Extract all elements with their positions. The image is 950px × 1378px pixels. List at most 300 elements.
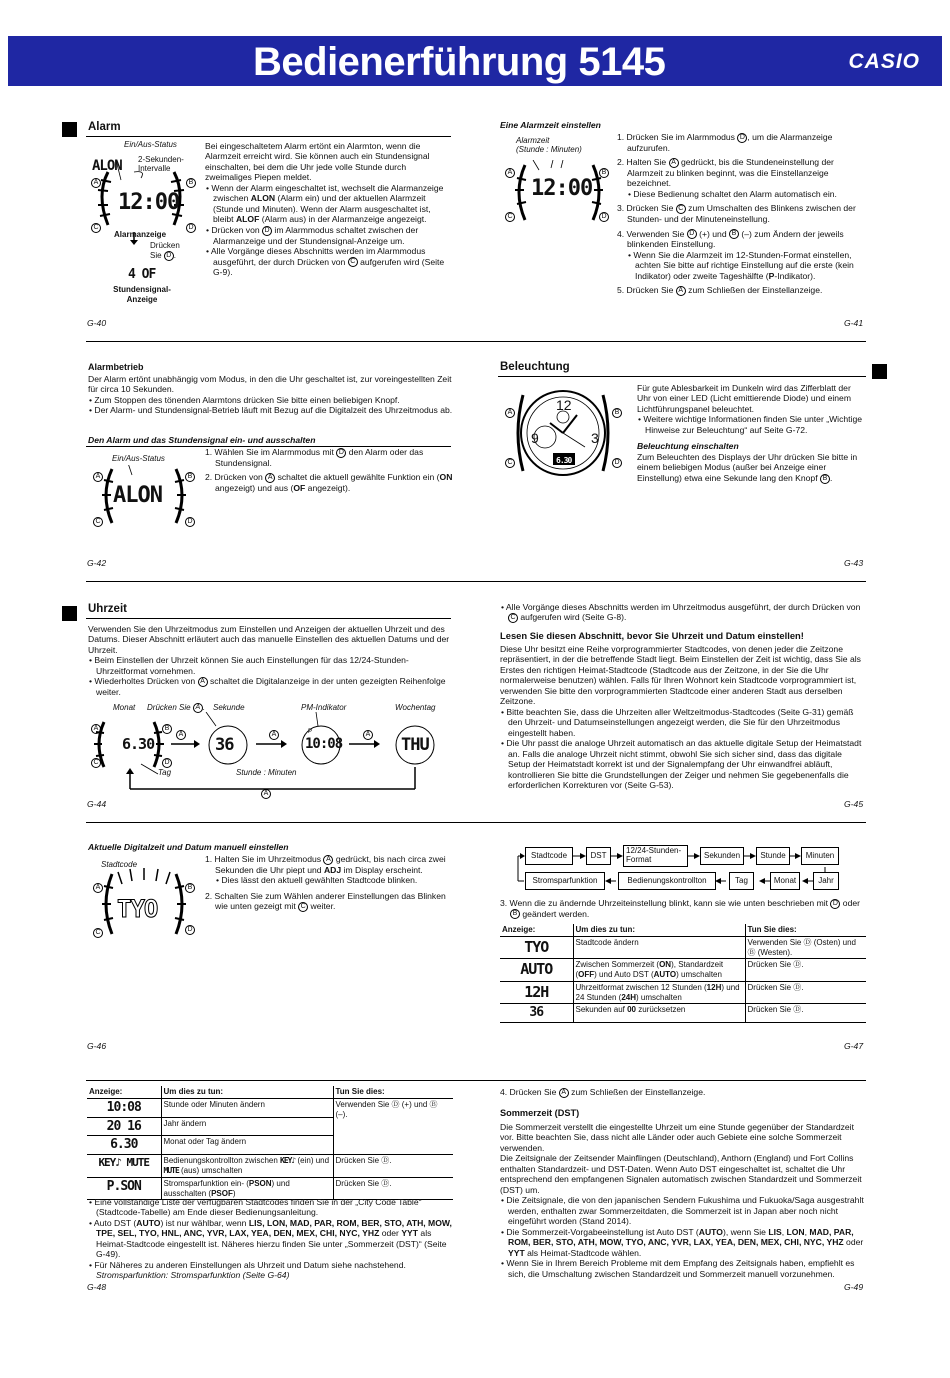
text: Wenn Sie die Alarmzeit im 12-Stunden-Format einstellen, achten Sie bitte auf richtige Einstellung auf die erste (kein Indikator) oder zweite Tageshälfte ( [633,249,854,281]
text: Auto DST ( [93,1217,137,1228]
light-text [637,383,867,484]
lcd-cell: 20 16 [87,1117,161,1136]
bullet: • Auto DST (AUTO) ist nur wählbar, wenn LIS, LON, MAD, PAR, ROM, BER, STO, ATH, MOW, TPE, SEL, TYO, HNL, ANC, YVR, LAX, YEA, DEN, MEX, CHI, NYC, YHZ oder YYT als Heimat-Stadtcode eingestellt ist. Näheres hierzu finden Sie unter „Sommerzeit (DST)“ (Seite G-49). [89,1217,452,1260]
table-cell [161,1155,333,1178]
button-a-icon: A [265,473,275,483]
bullet: • Eine vollständige Liste der verfügbaren Stadtcodes finden Sie in der „City Code Table“ (Stadtcode-Tabelle) am Ende dieser Bedienungsanleitung. [89,1197,422,1218]
label-press: Drücken Sie D . [150,241,180,260]
alarm-text [205,141,451,278]
text: ALOF [235,214,260,225]
table-cell: Stunde oder Minuten ändern [161,1098,333,1117]
text: Uhrzeitformat zwischen 12 Stunden ( [575,982,707,992]
column-header: Tun Sie dies: [745,924,866,936]
text: Sekunden auf [575,1005,628,1015]
text: 1. Drücken Sie im Alarmmodus [617,132,738,142]
button-a-icon: A [363,730,373,740]
label-day: Tag [158,768,172,777]
dst-heading: Sommerzeit (DST) [500,1107,580,1118]
text: Die Sommerzeit-Vorgabeeinstellung ist Auto DST ( [506,1226,699,1237]
text: AUTO [136,1217,161,1228]
page-number: G-49 [844,1282,864,1292]
text: P [768,270,775,281]
light-heading: Beleuchtung [500,361,570,373]
text: als Heimat-Stadtcode wählen. [524,1247,642,1258]
lcd-cell: 12H [500,981,573,1004]
text: (Alarm ein) und der aktuellen Alarmzeit (Stunde und Minuten). Wenn der Alarm ausgeschaltet ist, bleibt [213,193,431,225]
text: (aus) umschalten [178,1166,243,1176]
section-marker [872,364,887,379]
button-a-icon: A [93,472,103,482]
dial-12: 12 [556,397,572,413]
timekeeping-text [88,624,450,698]
light-sub-heading: Beleuchtung einschalten [637,441,739,452]
alarm-operation-text [88,374,453,416]
text: LIS [768,1226,782,1237]
bullet: • Drücken von D im Alarmmodus schaltet zwischen der Alarmanzeige und der Stundensignal-Anzeige um. [206,224,419,246]
column-header: Anzeige: [87,1086,161,1098]
timekeeping-heading: Uhrzeit [88,603,127,615]
text: OF [293,482,306,493]
bullet: • Wenn Sie in Ihrem Bereich Probleme mit dem Empfang des Zeitsignals haben, empfiehlt es sich, die Umschaltung zwischen Standardzeit und Sommerzeit manuell vorzunehmen. [501,1258,855,1279]
flow-step-tone: Bedienungskontrollton [618,872,716,890]
text: Die Zeitsignale, die von den japanischen Sendern Fukushima und Fukuoka/Saga ausgestrahlt werden, enthalten zwar Sommerzeitdaten, die Sommerzeit ist in Japan aber noch nicht eingeführt worden (Stand 2014). [506,1195,864,1227]
dst-section [500,1087,866,1279]
text: zurücksetzen [636,1005,686,1015]
button-d-icon: D [599,212,609,222]
button-a-icon: A [93,883,103,893]
label-press-1: Drücken [150,241,180,250]
table-cell: Drücken Sie Ⓓ. [745,1004,866,1023]
step [205,854,453,875]
divider [86,136,451,137]
button-a-icon: A [198,677,208,687]
paragraph [637,452,867,484]
flow-step-dst: DST [586,847,611,865]
label-press-text: Drücken Sie [147,703,191,713]
text: (–) zum Ändern der jeweils blinkenden Einstellung. [627,228,844,250]
step [617,132,865,153]
label-signal-2: Anzeige [126,294,158,304]
step [617,157,865,189]
text: ON [659,960,672,970]
button-c-icon: C [505,212,515,222]
text: 2. Halten Sie [617,157,669,168]
text: zum Schließen der Einstellanzeige. [568,1087,706,1097]
button-a-icon: A [176,730,186,740]
button-d-icon: D [737,133,747,143]
lcd-cell: TYO [500,936,573,959]
button-b-icon: B [510,909,520,919]
flow-step-city: Stadtcode [525,847,573,865]
lcd-seconds: 36 [215,735,234,755]
text: den Alarm oder das Stundensignal. [215,447,424,468]
text: Bitte beachten Sie, dass die Uhrzeiten aller Weltzeitmodus-Stadtcodes (Seite G-31) gemäß den Uhrzeit- und Datumseinstellungen angezeigt werden, die Sie für den Uhrzeitmodus eingestellt haben. [506,706,854,738]
timekeeping-notes [500,602,866,790]
flow-step-month: Monat [770,872,800,890]
button-a-icon: A [91,178,101,188]
table-row [500,1004,866,1023]
table-cell: Monat oder Tag ändern [161,1136,333,1155]
paragraph: Bei eingeschaltetem Alarm ertönt ein Alarmton, wenn die Alarmzeit erreicht wird. Sie können auch ein Stundensignal einschalten, bei dem die Uhr jede volle Stunde durch zweimaliges Piepen meldet. [205,141,430,183]
step [205,891,453,912]
dial-3: 3 [591,430,599,446]
button-b-icon: B [185,883,195,893]
flow-step-hour: Stunde [756,847,790,865]
lcd-cell: 10:08 [87,1098,161,1117]
text: LON [786,1226,805,1237]
text: Zum Stoppen des tönenden Alarmtons drücken Sie bitte einen beliebigen Knopf. [94,394,400,405]
bullet: • Die Sommerzeit-Vorgabeeinstellung ist Auto DST (AUTO), wenn Sie LIS, LON, MAD, PAR, ROM, BER, STO, ATH, MOW, TYO, ANC, YVR, LAX, YEA, DEN, MEX, CHI, NYC, YHZ oder YYT als Heimat-Stadtcode wählen. [501,1226,864,1258]
text: ) ist nur wählbar, wenn [160,1217,249,1228]
bullet: • Wenn Sie die Alarmzeit im 12-Stunden-Format einstellen, achten Sie bitte auf richtige Einstellung auf die erste (kein Indikator) oder zweite Tageshälfte (P-Indikator). [628,249,854,281]
page-separator [86,341,866,342]
step [205,447,453,468]
text: KEY♪ [280,1156,296,1166]
manual-title: Bedienerführung 5145 [253,40,666,84]
page-number: G-46 [87,1041,107,1051]
table-row [500,981,866,1004]
page-number: G-45 [844,799,864,809]
step [205,472,453,493]
text: OFF [578,970,595,979]
text: , [781,1226,787,1237]
button-a-icon: A [193,703,203,713]
step [500,898,866,919]
text: 24H [621,992,636,1002]
text: Wenn der Alarm eingeschaltet ist, wechselt die Alarmanzeige zwischen [211,182,444,204]
label-second: Sekunde [213,703,245,712]
text: Stromsparfunktion ein- ( [163,1178,249,1188]
button-a-icon: A [669,158,679,168]
text: ) [232,1188,236,1198]
text: zum Schließen der Einstellanzeige. [685,285,823,296]
label-alarm-time-2: (Stunde : Minuten) [516,144,582,154]
bullet: • Für Näheres zu anderen Einstellungen als Uhrzeit und Datum siehe nachstehend. Stromsparfunktion: Stromsparfunktion (Seite G-64) [89,1259,406,1281]
text: ALON [250,193,276,204]
text: Wiederholtes Drücken von [94,676,198,687]
manual-set-heading: Aktuelle Digitalzeit und Datum manuell einstellen [88,842,289,852]
label-weekday: Wochentag [395,703,436,712]
button-c-icon: C [508,613,518,623]
text: Für Näheres zu anderen Einstellungen als Uhrzeit und Datum siehe nachstehend. [94,1259,406,1270]
text: 2. Drücken von [205,472,266,483]
label-signal [108,285,176,305]
label-month: Monat [113,703,136,712]
column-header: Anzeige: [500,924,573,936]
button-c-icon: C [348,257,358,267]
step [617,285,865,296]
step [617,229,865,250]
text: im Display erscheint. [341,864,423,875]
button-c-icon: C [298,902,308,912]
text: Beim Einstellen der Uhrzeit können Sie auch Einstellungen für das 12/24-Stunden-Uhrzeitformat vornehmen. [94,655,409,676]
label-hour-minute: Stunde : Minuten [236,768,297,777]
lcd-weekday: THU [401,735,429,755]
lcd-time: 10:08 [305,736,343,752]
button-c-icon: C [91,758,101,768]
lcd-cell: KEY♪ MUTE [87,1155,161,1178]
text: gedrückt, bis nach circa zwei Sekunden die Uhr piept und [215,854,446,875]
text: Diese Bedienung schaltet den Alarm automatisch ein. [633,188,837,199]
text: aufgerufen wird (Seite G-9). [213,256,445,278]
text: AUTO [698,1226,723,1237]
settings-table-continued [87,1086,453,1200]
paragraph: Verwenden Sie den Uhrzeitmodus zum Einstellen und Anzeigen der aktuellen Uhrzeit und des Datums. Dieser Abschnitt erläutert auch das manuelle Einstellen des aktuellen Datums und der Uhrzeit. [88,624,450,655]
button-a-icon: A [323,855,333,865]
button-a-icon: A [505,408,515,418]
button-a-icon: A [676,286,686,296]
button-a-icon: A [559,1088,569,1098]
text: Stromsparfunktion: Stromsparfunktion (Seite G-64) [96,1270,290,1281]
text: , [804,1226,810,1237]
bullet: • Bitte beachten Sie, dass die Uhrzeiten aller Weltzeitmodus-Stadtcodes (Seite G-31) gemäß den Uhrzeit- und Datumseinstellungen angezeigt werden, die Sie für den Uhrzeitmodus eingestellt haben. [501,706,854,738]
step [617,203,865,224]
bullet: • Dies lässt den aktuell gewählten Stadtcode blinken. [216,875,418,886]
text: -Indikator). [774,270,816,281]
lcd-alarm-time: 12:00 [118,190,180,215]
bullet: • Zum Stoppen des tönenden Alarmtons drücken Sie bitte einen beliebigen Knopf. [89,394,400,405]
bullet: • Der Alarm- und Stundensignal-Betrieb läuft mit Bezug auf die Digitalzeit des Uhrzeitmodus ab. [89,405,453,416]
page-separator [86,581,866,582]
button-c-icon: C [676,204,686,214]
button-d-icon: D [162,758,172,768]
text: 1. Wählen Sie im Alarmmodus mit [205,447,337,457]
page-separator [86,822,866,823]
settings-notes [88,1197,453,1281]
button-d-icon: D [612,458,622,468]
page-number: G-42 [87,558,107,568]
flow-step-power-saving: Stromsparfunktion [525,872,605,890]
table-cell [573,959,745,982]
bullet: • Wiederholtes Drücken von A schaltet die Digitalanzeige in der unten gezeigten Reihenfolge weiter. [89,676,446,698]
text: (ein) und [295,1156,330,1166]
page-number: G-40 [87,318,107,328]
bullet: • Alle Vorgänge dieses Abschnitts werden im Uhrzeitmodus ausgeführt, der durch Drücken von C aufgerufen wird (Seite G-8). [501,602,861,623]
text: geändert werden. [520,908,590,919]
divider [86,618,451,619]
label-status: Ein/Aus-Status [112,454,165,463]
button-c-icon: C [91,223,101,233]
bullet: • Alle Vorgänge dieses Abschnitts werden im Alarmmodus ausgeführt, der durch Drücken von C aufgerufen wird (Seite G-9). [206,246,445,278]
lcd-date: 6.30 [556,456,572,465]
button-d-icon: D [830,899,840,909]
bullet: • Die Zeitsignale, die von den japanischen Sendern Fukushima und Fukuoka/Saga ausgestrahlt werden, enthalten zwar Sommerzeitdaten, die Sommerzeit ist in Japan aber noch nicht eingeführt worden (Stand 2014). [501,1195,864,1227]
text: 00 [627,1005,637,1015]
toggle-alarm-steps [205,447,453,493]
paragraph: Die Sommerzeit verstellt die eingestellte Uhrzeit um eine Stunde gegenüber der Standardzeit vor. Bitte beachten Sie, dass nicht alle Länder oder auch Gebiete eine solche Sommerzeit verwenden. [500,1121,854,1153]
button-d-icon: D [185,517,195,527]
text: aufgerufen wird (Seite G-8). [518,612,627,623]
text: (Alarm aus) in der Alarmanzeige angezeigt. [259,214,427,225]
step-3 [500,898,866,919]
text: YYT [401,1228,419,1239]
text: ON [439,472,453,483]
button-d-icon: D [186,223,196,233]
text: ), Standardzeit ( [575,960,724,979]
text: , um die Alarmanzeige aufzurufen. [627,132,833,153]
text: Zwischen Sommerzeit ( [575,960,660,970]
text: als Heimat-Stadtcode eingestellt ist. Näheres hierzu finden Sie unter „Sommerzeit (DST)“ (Seite G-49). [96,1228,447,1260]
button-d-icon: D [185,925,195,935]
column-header: Tun Sie dies: [333,1086,453,1098]
table-cell: Drücken Sie Ⓓ. [333,1155,453,1178]
bullet: • Beim Einstellen der Uhrzeit können Sie auch Einstellungen für das 12/24-Stunden-Uhrzeitformat vornehmen. [89,655,409,676]
lcd-cell: 6.30 [87,1136,161,1155]
lcd-alon: ALON [92,158,122,174]
lcd-cell: AUTO [500,959,573,982]
text: Der Alarm- und Stundensignal-Betrieb läuft mit Bezug auf die Digitalzeit des Uhrzeitmodus ab. [94,405,453,416]
button-d-icon: D [262,226,272,236]
lcd-signal: 4 OF [128,267,156,282]
page-number: G-47 [844,1041,864,1051]
text: LIS, LON, MAD, PAR, ROM, BER, STO, ATH, MOW, TPE, SEL, TYO, HNL, ANC, YVR, LAX, YEA, DEN, MEX, CHI, NYC, YHZ [96,1217,452,1239]
text: 4. Verwenden Sie [617,228,687,239]
text: 3. Drücken Sie [617,203,676,214]
label-alarm-time-1: Alarmzeit [516,136,550,145]
set-alarm-heading: Eine Alarmzeit einstellen [500,120,601,130]
label-alarm-display: Alarmanzeige [114,230,167,239]
section-marker [62,122,77,137]
text: gedrückt, bis die Stundeneinstellung der Alarmzeit zu blinken beginnt, was die Einstellanzeige bezeichnet. [627,157,834,189]
text: PSOF [211,1188,233,1198]
manual-set-steps [205,854,453,912]
table-row [87,1098,453,1117]
dial-9: 9 [531,430,539,446]
lcd-alarm-setting: 12:00 [531,176,593,201]
paragraph: Der Alarm ertönt unabhängig vom Modus, in den die Uhr geschaltet ist, zur voreingestellten Zeit für circa 10 Sekunden. [88,374,452,395]
button-c-icon: C [505,458,515,468]
divider [498,376,866,377]
toggle-alarm-heading: Den Alarm und das Stundensignal ein- und ausschalten [88,435,316,445]
table-cell: Verwenden Sie Ⓓ (+) und Ⓑ (–). [333,1098,453,1155]
paragraph: Für gute Ablesbarkeit im Dunkeln wird das Zifferblatt der Uhr von einer LED (Licht emittierende Diode) und einem Lichtführungspanel beleuchtet. [637,383,851,414]
label-alarm-time [516,137,582,155]
label-city-code: Stadtcode [101,860,138,869]
text: im Alarmmodus schaltet zwischen der Alarmanzeige und der Stundensignal-Anzeige um. [213,224,419,246]
table-row [500,936,866,959]
text: 5. Drücken Sie [617,285,676,296]
button-b-icon: B [820,474,830,484]
button-b-icon: B [612,408,622,418]
text: Zum Beleuchten des Displays der Uhr drücken Sie bitte in einem beliebigen Modus (außer bei Anzeige einer Einstellung) etwa eine Sekunde lang den Knopf [637,451,858,483]
flow-step-year: Jahr [813,872,839,890]
text: 3. Wenn die zu ändernde Uhrzeiteinstellung blinkt, kann sie wie unten beschrieben mit [500,898,831,908]
casio-logo: CASIO [848,50,920,73]
button-a-icon: A [269,730,279,740]
column-header: Um dies zu tun: [573,924,745,936]
lcd-alon: ALON [113,483,162,508]
table-cell: Verwenden Sie Ⓓ (Osten) und Ⓑ (Westen). [745,936,866,959]
text: ) und 24 Stunden ( [575,982,740,1002]
bullet: • Diese Bedienung schaltet den Alarm automatisch ein. [628,188,837,199]
text: ADJ [323,864,342,875]
button-a-icon: A [505,168,515,178]
text: 1. Halten Sie im Uhrzeitmodus [205,854,324,864]
text: 2. Schalten Sie zum Wählen anderer Einstellungen das Blinken wie unten gezeigt mit [205,890,446,912]
read-first-heading: Lesen Sie diesen Abschnitt, bevor Sie Uhrzeit und Datum einstellen! [500,630,804,642]
page-number: G-41 [844,318,864,328]
text: Drücken von [211,224,263,235]
table-cell: Drücken Sie Ⓓ. [333,1177,453,1200]
text: MUTE [163,1166,179,1176]
text: zum Umschalten des Blinkens zwischen der Stunden- und der Minuteneinstellung. [627,203,856,225]
button-a-icon: A [261,789,271,799]
button-b-icon: B [599,168,609,178]
bullet: • Die Uhr passt die analoge Uhrzeit automatisch an das aktuelle digitale Setup der Heimatstadt an. Falls die analoge Uhrzeit nicht stimmt, obwohl Sie sich sicher sind, dass das digitale Setup der Heimatstadt korrekt ist und der Signalempfang der Uhr einwandfrei abläuft, kontrollieren Sie bitte die Grundstellungen der Zeiger und nehmen Sie gegebenenfalls die erforderlichen Korrekturen vor (Seite G-53). [501,738,862,790]
text: YYT [508,1247,525,1258]
alarm-heading: Alarm [88,121,121,133]
label-interval-2: Intervalle [138,163,171,173]
label-status: Ein/Aus-Status [124,140,177,149]
text: Dies lässt den aktuell gewählten Stadtcode blinken. [221,875,418,886]
text: Bedienungskontrollton zwischen [163,1156,281,1166]
lcd-cell: 36 [500,1004,573,1023]
button-a-icon: A [91,724,101,734]
text: oder [840,898,861,908]
text: schaltet die aktuell gewählte Funktion ein ( [275,472,440,483]
text: Die Uhr passt die analoge Uhrzeit automatisch an das aktuelle digitale Setup der Heimatstadt an. Falls die analoge Uhrzeit nicht stimmt, obwohl Sie sich sicher sind, dass das digitale Setup der Heimatstadt korrekt ist und der Signalempfang der Uhr einwandfrei abläuft, kontrollieren Sie bitte die Grundstellungen der Zeiger und nehmen Sie gegebenenfalls die erforderlichen Korrekturen vor (Seite G-53). [506,738,862,790]
paragraph: Diese Uhr besitzt eine Reihe vorprogrammierter Stadtcodes, von denen jeder die Zeitzone repräsentiert, in der die betreffende Stadt liegt. Beim Einstellen der Zeit ist wichtig, dass Sie als Erstes den richtigen Heimat-Stadtcode (Stadtcode aus der Zeitzone, in der Sie die Uhr normalerweise benutzen) wählen. Falls für Ihren Wohnort kein Stadtcode vorprogrammiert ist, verwenden Sie bitte den vorprogrammierten Stadtcode einer anderen Stadt aus derselben Zeitzone. [500,643,861,707]
page-number: G-43 [844,558,864,568]
text: angezeigt) und aus ( [215,482,294,493]
text: angezeigt). [305,482,351,493]
button-b-icon: B [186,178,196,188]
text: Alle Vorgänge dieses Abschnitts werden im Uhrzeitmodus ausgeführt, der durch Drücken von [505,602,861,612]
flow-step-1224: 12/24-Stunden-Format [623,845,688,867]
flow-step-minutes: Minuten [801,847,839,865]
bullet: • Weitere wichtige Informationen finden Sie unter „Wichtige Hinweise zur Beleuchtung“ auf Seite G-72. [638,414,863,435]
lcd-city-code: TYO [117,895,158,923]
text: weiter. [308,901,336,912]
label-press-2: Sie [150,250,162,260]
set-alarm-steps [617,132,865,296]
column-header: Um dies zu tun: [161,1086,333,1098]
text: AUTO [653,970,677,979]
text: oder [843,1237,864,1248]
title-banner [8,36,942,86]
text: 4. Drücken Sie [500,1087,559,1097]
page-separator [86,1080,866,1081]
text: ) und Auto DST ( [594,970,654,979]
text: PSON [248,1178,272,1188]
table-cell [573,1004,745,1023]
label-press: Drücken Sie A . [147,703,206,713]
settings-table [500,924,866,1023]
text: oder [379,1228,402,1239]
text: schaltet die Digitalanzeige in der unten gezeigten Reihenfolge weiter. [96,676,446,698]
lcd-cell: P.SON [87,1177,161,1200]
text: Eine vollständige Liste der verfügbaren Stadtcodes finden Sie in der „City Code Table“ (Stadtcode-Tabelle) am Ende dieser Bedienungsanleitung. [94,1197,422,1218]
text: Alle Vorgänge dieses Abschnitts werden im Alarmmodus ausgeführt, der durch Drücken von [210,246,426,267]
table-cell: Jahr ändern [161,1117,333,1136]
page-number: G-48 [87,1282,107,1292]
flow-step-seconds: Sekunden [700,847,744,865]
text: ) und ausschalten ( [163,1178,290,1198]
text: Wenn Sie in Ihrem Bereich Probleme mit dem Empfang des Zeitsignals haben, empfiehlt es sich, die Umschaltung zwischen Standardzeit und Sommerzeit manuell vorzunehmen. [506,1258,855,1279]
paragraph: Die Zeitsignale der Zeitsender Mainflingen (Deutschland), Anthorn (England) und Fort Collins enthalten Standardzeit- und DST-Daten. Wenn Auto DST eingeschaltet ist, schaltet die Uhr entsprechend den empfangenen Signalen automatisch zwischen Standardzeit und Sommerzeit (DST) um. [500,1153,862,1195]
text: . [830,472,833,483]
button-b-icon: B [185,472,195,482]
text: Weitere wichtige Informationen finden Sie unter „Wichtige Hinweise zur Beleuchtung“ auf Seite G-72. [643,414,863,435]
button-d-icon: D [336,448,346,458]
button-b-icon: B [162,724,172,734]
button-d-icon: D [687,229,697,239]
pm-indicator: P [308,729,313,735]
text: (+) und [696,228,730,239]
table-cell: Drücken Sie Ⓓ. [745,959,866,982]
label-interval-1: 2-Sekunden- [138,155,184,164]
button-d-icon: D [164,251,174,261]
